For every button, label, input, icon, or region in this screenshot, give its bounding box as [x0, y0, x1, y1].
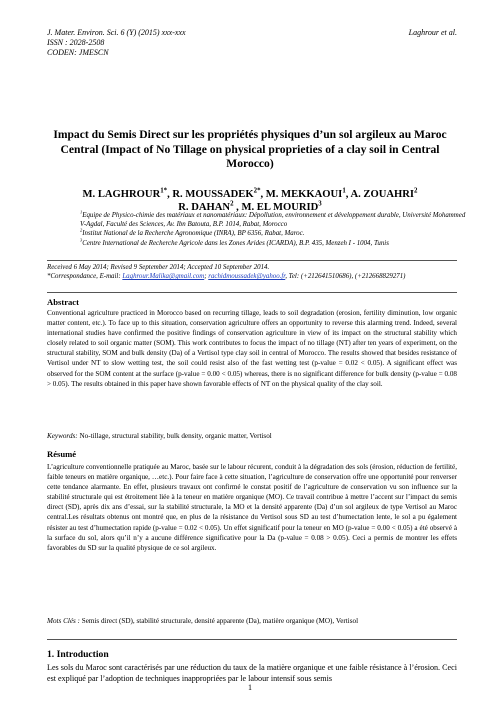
divider-abstract — [47, 292, 457, 293]
intro-text: Les sols du Maroc sont caractérisés par une réduction du taux de la matière organique et une faible résistance à l’érosion. Ceci est expliqué par l’adoption de techniques inappropriées par le labour intensif sous semis — [47, 663, 457, 683]
paper-title: Impact du Semis Direct sur les propriétés physiques d’un sol argileux au Maroc Central (Impact of No Tillage on physical proprieties of a clay soil in Central Morocco) — [53, 128, 447, 170]
abstract-text: Conventional agriculture practiced in Morocco based on recurring tillage, leads to soil degradation (erosion, fertility diminution, low organic matter content, etc.). To face up to this situation, conservation agriculture offers an opportunity to reverse this alarming trend. Indeed, several international studies have confirmed the positive findings of conservation agriculture in view of its impact on the structural stability which closely related to soil organic matter (SOM). This work contributes to focus the impact of no tillage (NT) after ten years of experiment, on the structural stability, SOM and bulk density (Da) of a Vertisol type clay soil in central of Morocco. The results showed that besides resistance of Vertisol under NT to slow wetting test, the soil could resist also of the fast wetting test (p-value = 0.02 < 0.05). A significant effect was observed for the SOM content at the surface (p-value = 0.00 < 0.05) whereas, there is no significant difference for bulk density (p-value = 0.08 > 0.05). The results obtained in this paper have shown favorable effects of NT on the physical quality of the clay soil. — [47, 309, 457, 388]
keywords — [47, 431, 457, 441]
author-line-1: M. $LAGHROUR^{1*}$, R. $MOUSSADEK^{2*}$, M. MEKKAOUI$^1$, A. ZOUAHRI$^2$ — [82, 187, 418, 200]
journal-citation: J. Mater. Environ. Sci. 6 (Y) (2015) xxx-xxx — [47, 28, 186, 37]
intro-heading: 1. Introduction — [47, 649, 109, 660]
email-link-1[interactable]: Laghrour.Malika@gmail.com — [122, 273, 205, 280]
keywords-text: No-tillage, structural stability, bulk density, organic matter, Vertisol — [77, 432, 272, 440]
mots-cles-label: Mots Clés : — [47, 617, 80, 625]
article-dates — [47, 263, 457, 281]
affiliation-2: $^2$Institut National de la Recherche Agronomique (INRA), BP 6356, Rabat, Maroc. — [80, 227, 305, 237]
mots-cles-text: Semis direct (SD), stabilité structurale, densité apparente (Da), matière organique (MO), Vertisol — [79, 617, 359, 625]
keywords-label: Keywords: — [47, 432, 78, 440]
affiliation-3: $^3$Centre International de Recherche Agricole dans les Zones Arides (ICARDA), B.P. 435, Menzeh I - 1004, Tunis — [80, 237, 389, 247]
page-number: 1 — [248, 683, 252, 692]
divider-top — [47, 260, 457, 261]
abstract-heading: Abstract — [47, 297, 79, 307]
journal-coden: CODEN: JMESCN — [47, 48, 109, 57]
affiliation-1: $^1$Equipe de Physico-chimie des matériaux et nanomatériaux: Dépollution, environnement et développement durable, Université Mohammed V-Agdal, Faculté des Sciences, Av. Ibn Batouta, B.P. 1014, Rabat, Morocco — [80, 209, 466, 229]
telephone: , Tel: (+212641510686), (+212668829271) — [285, 273, 406, 280]
journal-issn: ISSN : 2028-2508 — [47, 38, 105, 47]
received-dates: Received 6 May 2014; Revised 9 September 2014; Accepted 10 September 2014. — [47, 264, 270, 271]
correspondence-label: *Correspondance, E-mail: — [47, 273, 123, 280]
resume-text: L’agriculture conventionnelle pratiquée au Maroc, basée sur le labour récurent, conduit à la dégradation des sols (érosion, réduction de fertilité, faible teneurs en matière organique, …etc.). Pour faire face à cette situation, l’agriculture de conservation offre une opportunité pour renverser cette tendance alarmante. En effet, plusieurs travaux ont confirmé le constat positif de l’agriculture de conservation vu son influence sur la stabilité structurale qui est étroitement liée à la teneur en matière organique (MO). Ce travail contribue à mettre l’accent sur l’impact du semis direct (SD), après dix ans d’essai, sur la stabilité structurale, la MO et la densité apparente (Da) d’un sol argileux de type Vertisol au Maroc central.Les résultats obtenus ont montré que, en plus de la résistance du Vertisol sous SD au test d’humectation lente, le sol a pu également résister au test d’humectation rapide (p-value = 0.02 < 0.05). Un effet significatif pour la teneur en MO (p-value = 0.00 < 0.05) a été observé à la surface du sol, alors qu’il n’y a aucune différence significative pour la Da (p-value = 0.08 > 0.05). Ceci a permis de montrer les effets favorables du SD sur la qualité physique de ce sol argileux. — [47, 463, 457, 552]
running-author: Laghrour et al. — [408, 28, 457, 37]
email-link-2[interactable]: rachidmoussadek@yahoo.fr — [208, 273, 286, 280]
journal-header — [47, 28, 457, 58]
divider-intro — [47, 639, 457, 640]
resume-heading: Résumé — [47, 449, 77, 459]
author-line-2: R. DAHAN$^2$ , M. EL MOURID$^3$ — [178, 200, 322, 213]
mots-cles — [47, 616, 457, 626]
correspondence: *Correspondance, E-mail: Laghrour.Malika@gmail.com; rachidmoussadek@yahoo.fr, Tel: (+212641510686), (+212668829271) — [47, 273, 406, 280]
